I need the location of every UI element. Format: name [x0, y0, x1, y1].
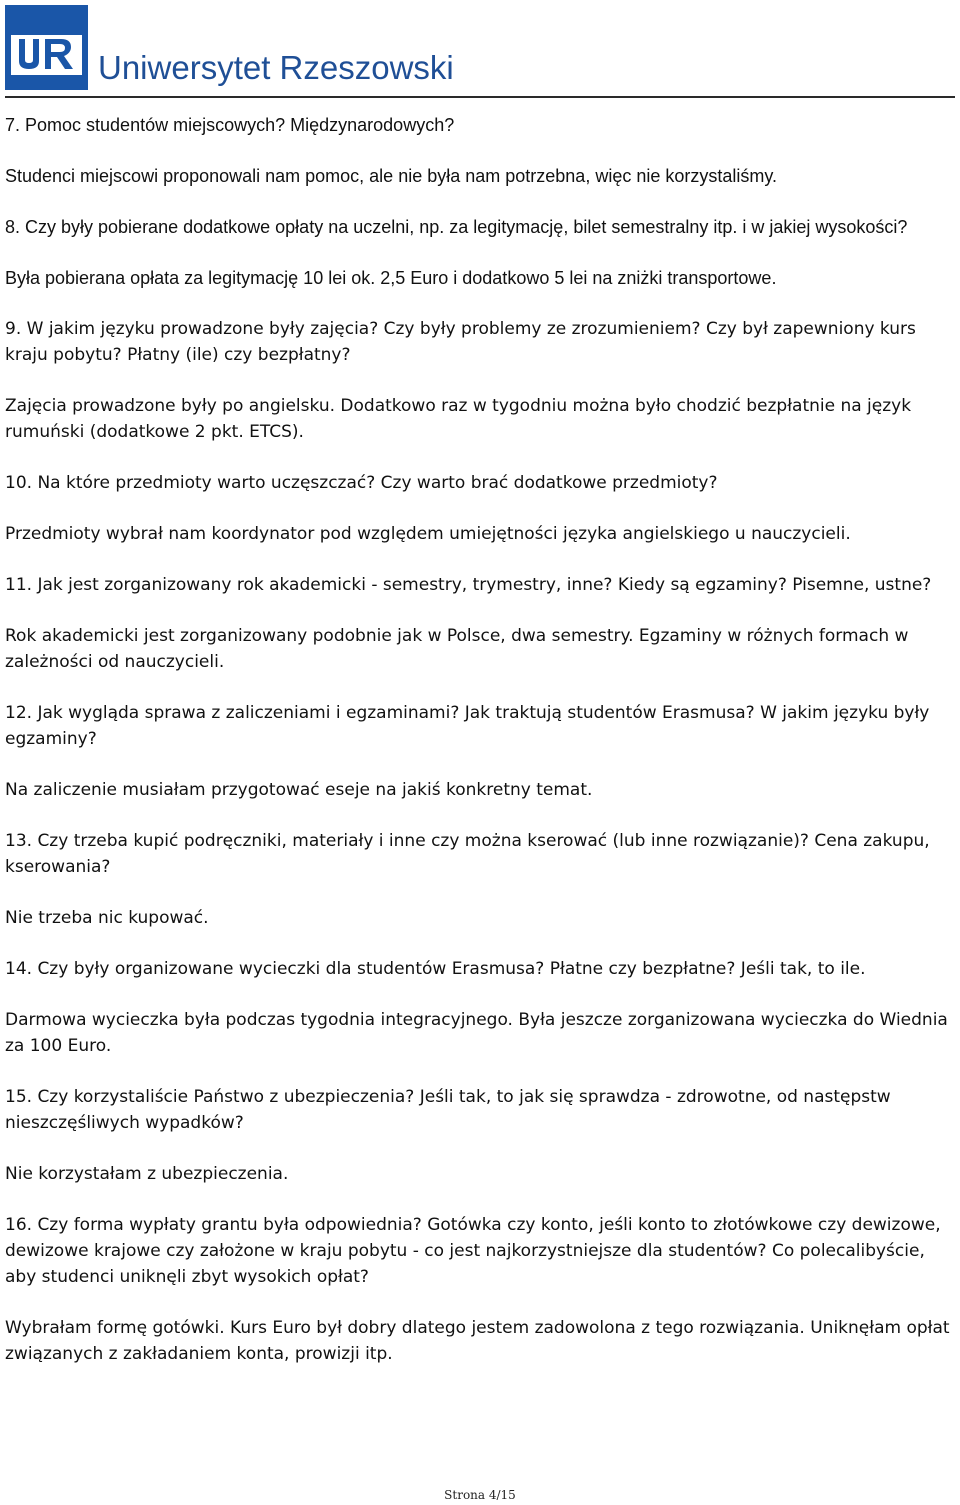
answer-10: Przedmioty wybrał nam koordynator pod względem umiejętności języka angielskiego u nauczycieli. [5, 524, 851, 544]
answer-15: Nie korzystałam z ubezpieczenia. [5, 1164, 289, 1184]
question-7: 7. Pomoc studentów miejscowych? Międzynarodowych? [5, 115, 455, 135]
answer-16: Wybrałam formę gotówki. Kurs Euro był dobry dlatego jestem zadowolona z tego rozwiązania. Uniknęłam opłat związanych z zakładaniem konta, prowizji itp. [5, 1318, 950, 1364]
header-divider [5, 96, 955, 98]
question-15: 15. Czy korzystaliście Państwo z ubezpieczenia? Jeśli tak, to jak się sprawdza - zdrowotne, od następstw nieszczęśliwych wypadków? [5, 1087, 891, 1133]
answer-12: Na zaliczenie musiałam przygotować eseje na jakiś konkretny temat. [5, 780, 593, 800]
question-10: 10. Na które przedmioty warto uczęszczać? Czy warto brać dodatkowe przedmioty? [5, 473, 718, 493]
page-header [0, 0, 960, 98]
question-9: 9. W jakim języku prowadzone były zajęcia? Czy były problemy ze zrozumieniem? Czy był zapewniony kurs kraju pobytu? Płatny (ile) czy bezpłatny? [5, 319, 916, 365]
university-logo [5, 5, 88, 90]
document-body [5, 112, 953, 1392]
university-name: Uniwersytet Rzeszowski [98, 49, 454, 86]
question-13: 13. Czy trzeba kupić podręczniki, materiały i inne czy można kserować (lub inne rozwiązanie)? Cena zakupu, kserowania? [5, 831, 930, 877]
question-8: 8. Czy były pobierane dodatkowe opłaty na uczelni, np. za legitymację, bilet semestralny itp. i w jakiej wysokości? [5, 217, 908, 237]
answer-7: Studenci miejscowi proponowali nam pomoc, ale nie była nam potrzebna, więc nie korzystaliśmy. [5, 166, 778, 186]
page-number: Strona 4/15 [444, 1488, 516, 1502]
answer-11: Rok akademicki jest zorganizowany podobnie jak w Polsce, dwa semestry. Egzaminy w różnych formach w zależności od nauczycieli. [5, 626, 909, 672]
question-16: 16. Czy forma wypłaty grantu była odpowiednia? Gotówka czy konto, jeśli konto to złotówkowe czy dewizowe, dewizowe krajowe czy założone w kraju pobytu - co jest najkorzystniejsze dla studentów? Co polecalibyście, aby studenci uniknęli zbyt wysokich opłat? [5, 1215, 941, 1287]
answer-13: Nie trzeba nic kupować. [5, 908, 209, 928]
answer-14: Darmowa wycieczka była podczas tygodnia integracyjnego. Była jeszcze zorganizowana wycieczka do Wiednia za 100 Euro. [5, 1010, 948, 1056]
answer-9: Zajęcia prowadzone były po angielsku. Dodatkowo raz w tygodniu można było chodzić bezpłatnie na język rumuński (dodatkowe 2 pkt. ETCS). [5, 396, 912, 442]
question-12: 12. Jak wygląda sprawa z zaliczeniami i egzaminami? Jak traktują studentów Erasmusa? W jakim języku były egzaminy? [5, 703, 930, 749]
question-11: 11. Jak jest zorganizowany rok akademicki - semestry, trymestry, inne? Kiedy są egzaminy? Pisemne, ustne? [5, 575, 932, 595]
question-14: 14. Czy były organizowane wycieczki dla studentów Erasmusa? Płatne czy bezpłatne? Jeśli tak, to ile. [5, 959, 866, 979]
answer-8: Była pobierana opłata za legitymację 10 lei ok. 2,5 Euro i dodatkowo 5 lei na zniżki transportowe. [5, 268, 777, 288]
